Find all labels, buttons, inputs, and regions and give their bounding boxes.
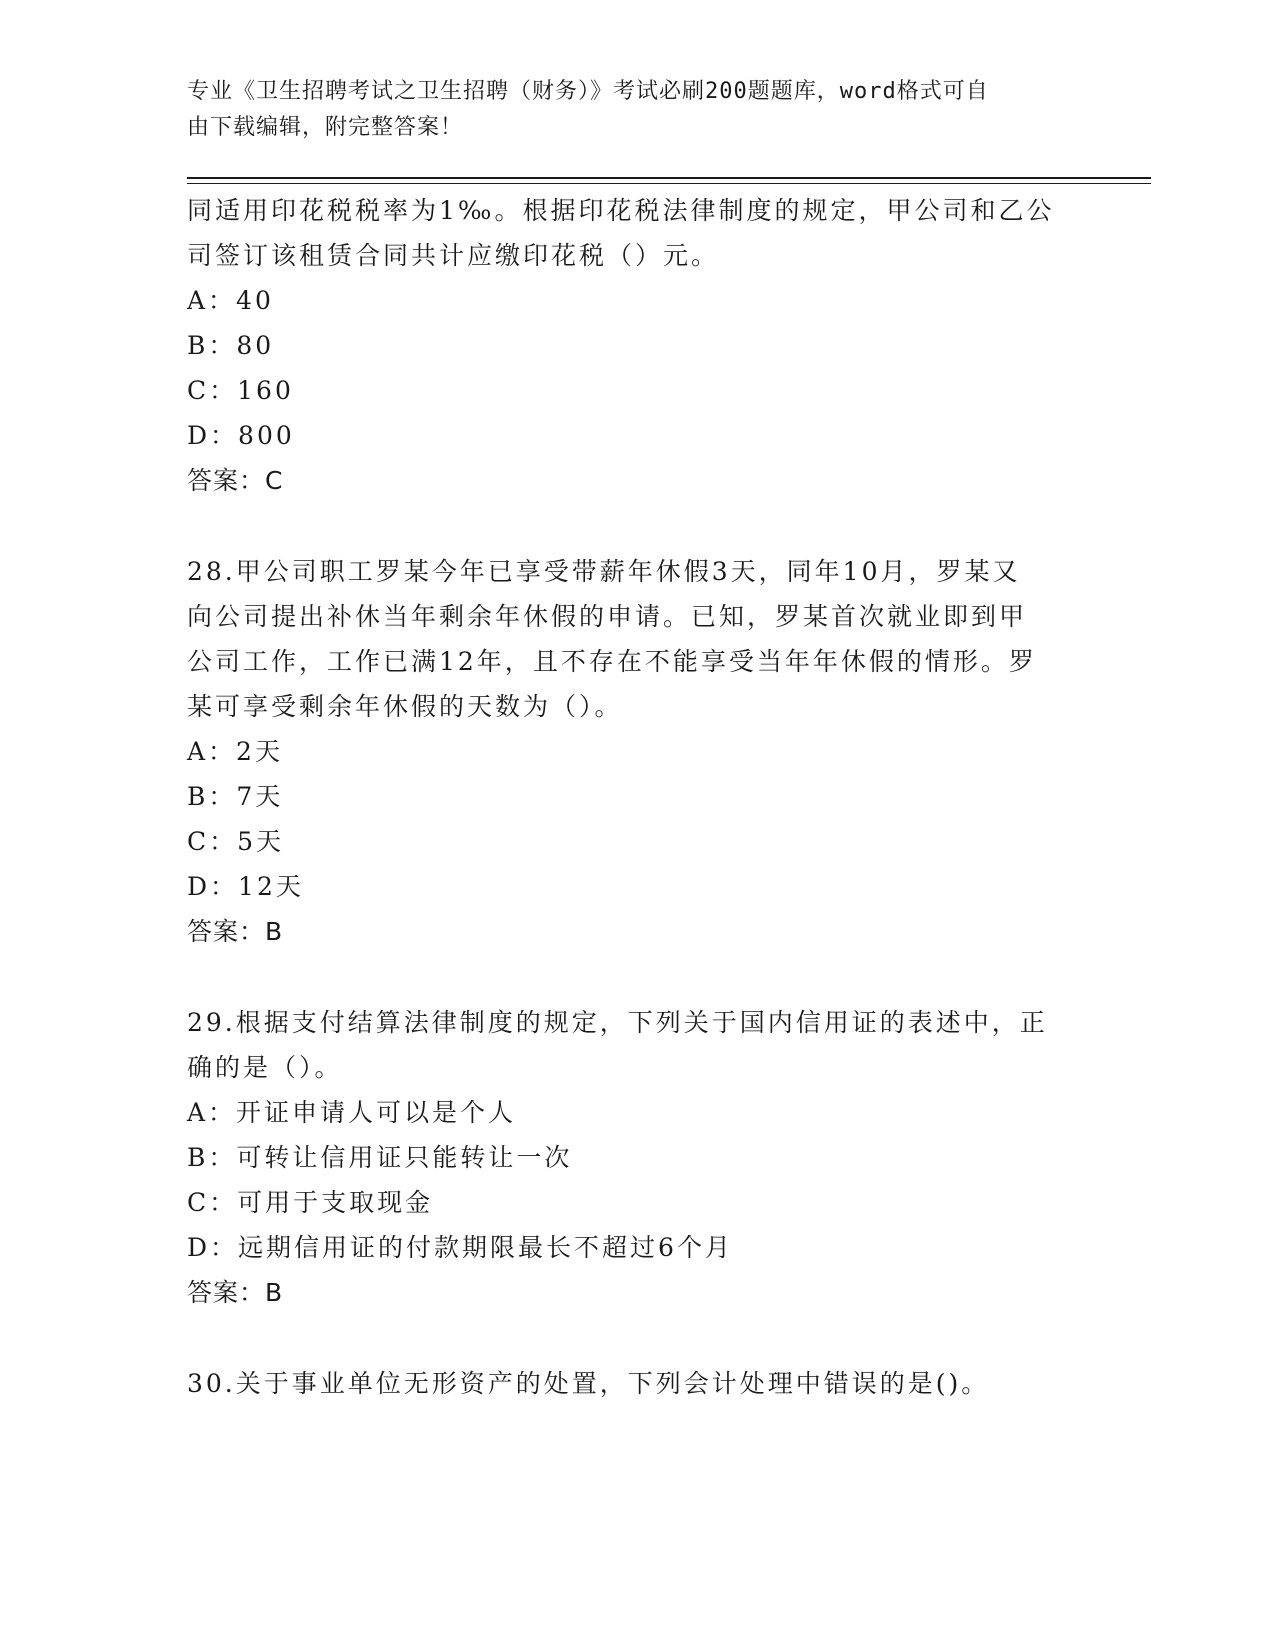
answer-line: 答案：B [187, 1278, 284, 1307]
header-line-1: 专业《卫生招聘考试之卫生招聘（财务）》考试必刷200题题库，word格式可自 [187, 79, 989, 104]
question-text-line: 确的是（）。 [187, 1053, 343, 1082]
question-text-line: 同适用印花税税率为1‰。根据印花税法律制度的规定，甲公司和乙公 [187, 196, 1055, 225]
option-b: B：7天 [187, 782, 284, 811]
question-text-line: 某可享受剩余年休假的天数为（）。 [187, 692, 623, 721]
option-d: D：远期信用证的付款期限最长不超过6个月 [187, 1233, 733, 1262]
question-spacer [187, 1315, 1087, 1361]
option-a: A：2天 [187, 737, 283, 766]
question-text-line: 30.关于事业单位无形资产的处置，下列会计处理中错误的是()。 [187, 1369, 990, 1398]
question-29 [187, 1000, 1087, 1315]
option-b: B：80 [187, 331, 275, 360]
question-text-line: 向公司提出补休当年剩余年休假的申请。已知，罗某首次就业即到甲 [187, 602, 1028, 631]
answer-line: 答案：B [187, 917, 284, 946]
header-rule-thick [187, 177, 1151, 179]
option-d: D：800 [187, 421, 295, 450]
option-d: D：12天 [187, 872, 304, 901]
question-28 [187, 549, 1087, 954]
option-c: C：160 [187, 376, 294, 405]
question-list [187, 188, 1087, 1406]
option-c: C：可用于支取现金 [187, 1188, 434, 1217]
answer-line: 答案：C [187, 466, 284, 495]
question-spacer [187, 954, 1087, 1000]
question-27 [187, 188, 1087, 503]
question-text-line: 29.根据支付结算法律制度的规定，下列关于国内信用证的表述中，正 [187, 1008, 1048, 1037]
header-rule-thin [187, 183, 1151, 184]
question-30 [187, 1361, 1087, 1406]
question-text-line: 28.甲公司职工罗某今年已享受带薪年休假3天，同年10月，罗某又 [187, 557, 1021, 586]
option-a: A：开证申请人可以是个人 [187, 1098, 517, 1127]
question-text-line: 司签订该租赁合同共计应缴印花税（）元。 [187, 241, 720, 270]
option-c: C：5天 [187, 827, 285, 856]
option-a: A：40 [187, 286, 274, 315]
question-text-line: 公司工作，工作已满12年，且不存在不能享受当年年休假的情形。罗 [187, 647, 1037, 676]
option-b: B：可转让信用证只能转让一次 [187, 1143, 573, 1172]
header-line-2: 由下载编辑，附完整答案！ [187, 115, 464, 140]
question-spacer [187, 503, 1087, 549]
document-header [187, 74, 1087, 146]
